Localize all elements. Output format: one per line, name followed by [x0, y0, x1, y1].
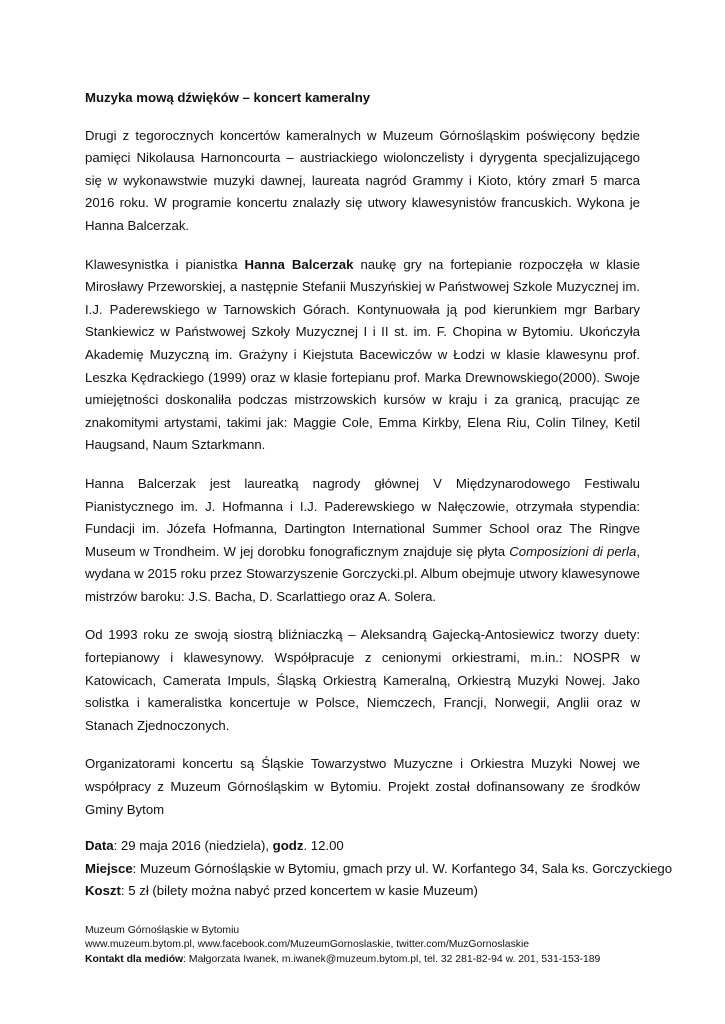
date-label: Data	[85, 838, 114, 854]
place-label: Miejsce	[85, 860, 133, 876]
press-release-body	[85, 87, 673, 903]
footer-contact	[85, 953, 645, 967]
cost-value: : 5 zł (bilety można nabyć przed koncertem w kasie Muzeum)	[120, 883, 478, 899]
time-value: . 12.00	[303, 838, 344, 854]
biography-paragraph-2	[85, 473, 640, 609]
date-value: : 29 maja 2016 (niedziela),	[113, 838, 273, 854]
album-title: Composizioni di perla	[509, 543, 637, 559]
organizers-paragraph: Organizatorami koncertu są Śląskie Towarzystwo Muzyczne i Orkiestra Muzyki Nowej we współpracy z Muzeum Górnośląskim w Bytomiu. Projekt został dofinansowany ze środków Gminy Bytom	[85, 756, 640, 817]
intro-paragraph: Drugi z tegorocznych koncertów kameralnych w Muzeum Górnośląskim poświęcony będzie pamięci Nikolausa Harnoncourta – austriackiego wiolonczelisty i dyrygenta specjalizującego się w wykonawstwie muzyki dawnej, laureata nagród Grammy i Kioto, który zmarł 5 marca 2016 roku. W programie koncertu znalazły się utwory klawesynistów francuskich. Wykona je Hanna Balcerzak.	[85, 127, 640, 233]
event-place-line	[85, 858, 673, 881]
bio2-text-end: , wydana w 2015 roku przez Stowarzyszenie Gorczycki.pl. Album obejmuje utwory klawesynowe mistrzów baroku: J.S. Bacha, D. Scarlattiego oraz A. Solera.	[85, 543, 640, 604]
footer-institution: Muzeum Górnośląskie w Bytomiu	[85, 925, 240, 936]
artist-name: Hanna Balcerzak	[244, 256, 354, 272]
event-details	[85, 835, 673, 903]
event-date-line	[85, 835, 640, 858]
place-value: : Muzeum Górnośląskie w Bytomiu, gmach przy ul. W. Korfantego 34, Sala ks. Gorczyckiego	[132, 860, 673, 876]
biography-paragraph-1	[85, 254, 640, 457]
contact-label: Kontakt dla mediów	[85, 953, 184, 965]
bio1-text-end: naukę gry na fortepianie rozpoczęła w klasie Mirosławy Przeworskiej, a następnie Stefanii Muszyńskiej w Państwowej Szkole Muzycznej im. I.J. Paderewskiego w Tarnowskich Górach. Kontynuowała ją pod kierunkiem mgr Barbary Stankiewicz w Państwowej Szkoły Muzycznej I i II st. im. F. Chopina w Bytomiu. Ukończyła Akademię Muzyczną im. Grażyny i Kiejstuta Bacewiczów w Łodzi w klasie klawesynu prof. Leszka Kędrackiego (1999) oraz w klasie fortepianu prof. Marka Drewnowskiego(2000). Swoje umiejętności doskonaliła podczas mistrzowskich kursów w kraju i za granicą, pracując ze znakomitymi artystami, takimi jak: Maggie Cole, Emma Kirkby, Elena Riu, Colin Tilney, Ketil Haugsand, Naum Sztarkmann.	[85, 256, 640, 453]
footer-links: www.muzeum.bytom.pl, www.facebook.com/MuzeumGornoslaskie, twitter.com/MuzGornoslaskie	[85, 939, 530, 951]
event-cost-line	[85, 880, 640, 903]
biography-paragraph-3: Od 1993 roku ze swoją siostrą bliźniaczką – Aleksandrą Gajecką-Antosiewicz tworzy duety: fortepianowy i klawesynowy. Współpracuje z cenionymi orkiestrami, m.in.: NOSPR w Katowicach, Camerata Impuls, Śląską Orkiestrą Kameralną, Orkiestrą Muzyki Nowej. Jako solistka i kameralistka koncertuje w Polsce, Niemczech, Francji, Norwegii, Anglii oraz w Stanach Zjednoczonych.	[85, 627, 640, 733]
cost-label: Koszt	[85, 883, 121, 899]
bio2-text-start: Hanna Balcerzak jest laureatką nagrody głównej V Międzynarodowego Festiwalu Pianistycznego im. J. Hofmanna i I.J. Paderewskiego w Nałęczowie, otrzymała stypendia: Fundacji im. Józefa Hofmanna, Dartington International Summer School oraz The Ringve Museum w Trondheim. W jej dorobku fonograficznym znajduje się płyta	[85, 475, 640, 559]
bio1-text-start: Klawesynistka i pianistka	[85, 256, 245, 272]
time-label: godz	[272, 838, 304, 854]
document-title: Muzyka mową dźwięków – koncert kameralny	[85, 90, 371, 105]
page-footer	[85, 924, 645, 967]
contact-value: : Małgorzata Iwanek, m.iwanek@muzeum.bytom.pl, tel. 32 281-82-94 w. 201, 531-153-189	[183, 953, 601, 965]
